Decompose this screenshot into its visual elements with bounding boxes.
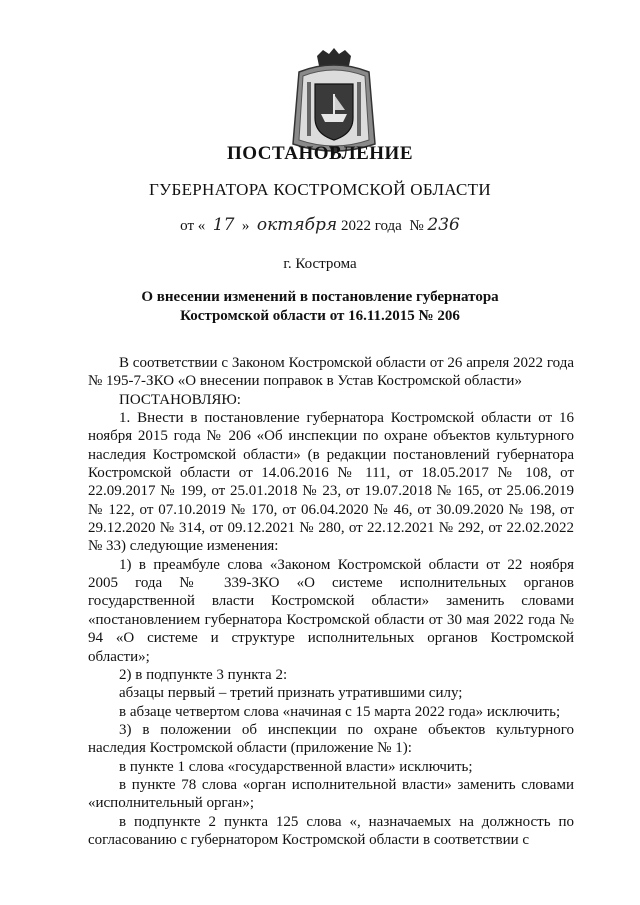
date-day-handwritten: 17 [212,215,235,235]
date-year: 2022 года [340,218,402,234]
document-body [88,354,574,849]
date-line [0,215,640,235]
paragraph: в подпункте 2 пункта 125 слова «, назначаемых на должность по согласованию с губернатором Костромской области в соответствии с [88,813,574,848]
paragraph: В соответствии с Законом Костромской области от 26 апреля 2022 года № 195-7-ЗКО «О внесении поправок в Устав Костромской области» [88,355,574,390]
document-subtitle: ГУБЕРНАТОРА КОСТРОМСКОЙ ОБЛАСТИ [149,180,491,199]
document-number-handwritten: 236 [427,215,460,235]
paragraph: в пункте 78 слова «орган исполнительной власти» заменить словами «исполнительный орган»; [88,776,574,812]
heading-line: О внесении изменений в постановление губернатора [141,289,499,305]
paragraph: 3) в положении об инспекции по охране объектов культурного наследия Костромской области (приложение № 1): [88,721,574,757]
paragraph: абзацы первый – третий признать утратившими силу; [119,685,463,702]
document-heading [0,288,640,326]
date-month-handwritten: октября [256,215,338,235]
document-title: ПОСТАНОВЛЕНИЕ [226,143,414,164]
date-mid: » [241,218,250,234]
paragraph: в пункте 1 слова «государственной власти» исключить; [119,758,473,775]
paragraph: 1) в преамбуле слова «Законом Костромской области от 22 ноября 2005 года № 339-ЗКО «О системе исполнительных органов государственной власти Костромской области» заменить словами «постановлением губернатора Костромской области от 30 мая 2022 года № 94 «О системе и структуре исполнительных органов Костромской области»; [88,556,574,665]
date-prefix: от « [180,218,206,234]
paragraph: 1. Внести в постановление губернатора Костромской области от 16 ноября 2015 года № 206 «Об инспекции по охране объектов культурного наследия Костромской области» (в редакции постановлений губернатора Костромской области от 14.06.2016 № 111, от 18.05.2017 № 108, от 22.09.2017 № 199, от 25.01.2018 № 23, от 19.07.2018 № 165, от 25.06.2019 № 122, от 07.10.2019 № 170, от 06.04.2020 № 46, от 30.09.2020 № 198, от 29.12.2020 № 314, от 09.12.2021 № 280, от 22.12.2021 № 292, от 22.02.2022 № 33) следующие изменения: [88,410,574,555]
number-prefix: № [409,218,424,234]
city: г. Кострома [283,256,357,272]
paragraph: ПОСТАНОВЛЯЮ: [119,391,241,408]
heading-line: Костромской области от 16.11.2015 № 206 [180,308,460,324]
paragraph: 2) в подпункте 3 пункта 2: [119,666,288,683]
paragraph: в абзаце четвертом слова «начиная с 15 марта 2022 года» исключить; [119,703,561,720]
